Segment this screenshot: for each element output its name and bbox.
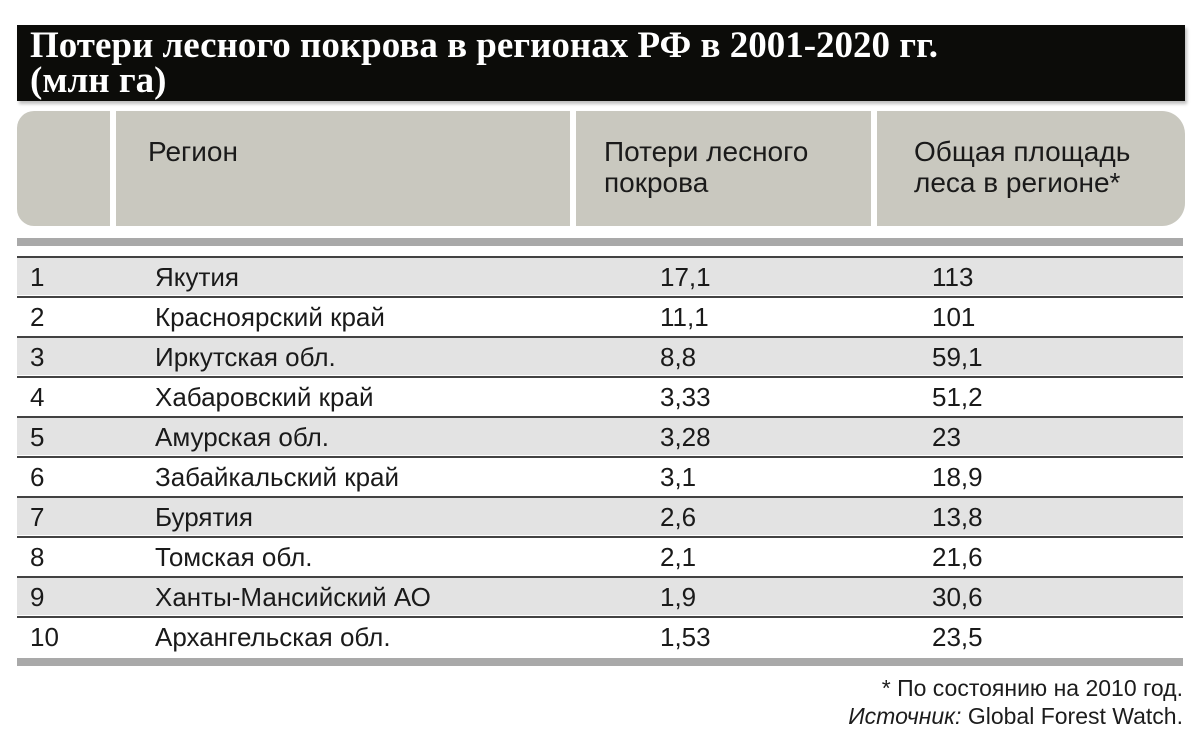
- source-line: [848, 702, 1183, 730]
- area-cell: 51,2: [932, 381, 983, 412]
- table-row: [17, 336, 1183, 376]
- loss-cell: 3,33: [660, 381, 711, 412]
- loss-cell: 1,9: [660, 581, 697, 612]
- header-cell-rank: [17, 111, 110, 226]
- separator-bar-bottom: [17, 658, 1183, 666]
- table-row: [17, 296, 1183, 336]
- region-cell: Архангельская обл.: [155, 621, 391, 652]
- rank-cell: 4: [30, 381, 45, 412]
- table-header-row: [17, 111, 1185, 226]
- rank-cell: 3: [30, 341, 45, 372]
- area-cell: 23: [932, 421, 961, 452]
- area-cell: 23,5: [932, 621, 983, 652]
- region-cell: Ханты-Мансийский АО: [155, 581, 431, 612]
- region-cell: Томская обл.: [155, 541, 313, 572]
- table-row: [17, 576, 1183, 616]
- rank-cell: 1: [30, 261, 45, 292]
- title-banner: [17, 25, 1185, 101]
- page-title-line2: (млн га): [30, 60, 167, 101]
- area-cell: 59,1: [932, 341, 983, 372]
- area-cell: 113: [932, 261, 974, 292]
- loss-cell: 3,1: [660, 461, 697, 492]
- area-cell: 18,9: [932, 461, 983, 492]
- region-cell: Иркутская обл.: [155, 341, 336, 372]
- table-body: [17, 256, 1183, 656]
- separator-bar-top: [17, 238, 1183, 246]
- table-row: [17, 256, 1183, 296]
- rank-cell: 10: [30, 621, 59, 652]
- region-cell: Амурская обл.: [155, 421, 329, 452]
- table-row: [17, 616, 1183, 656]
- table-row: [17, 376, 1183, 416]
- source-value: Global Forest Watch.: [961, 703, 1183, 729]
- table-row: [17, 536, 1183, 576]
- area-cell: 21,6: [932, 541, 983, 572]
- rank-cell: 8: [30, 541, 45, 572]
- rank-cell: 9: [30, 581, 45, 612]
- header-cell-area: Общая площадь леса в регионе*: [877, 111, 1185, 226]
- table-row: [17, 496, 1183, 536]
- table-row: [17, 456, 1183, 496]
- header-cell-loss: Потери лесного покрова: [576, 111, 871, 226]
- region-cell: Якутия: [155, 261, 239, 292]
- rank-cell: 6: [30, 461, 45, 492]
- table-row: [17, 416, 1183, 456]
- loss-cell: 2,6: [660, 501, 697, 532]
- area-cell: 13,8: [932, 501, 983, 532]
- page-title-line1: Потери лесного покрова в регионах РФ в 2001-2020 гг.: [30, 25, 938, 66]
- region-cell: Забайкальский край: [155, 461, 400, 492]
- header-cell-region: Регион: [116, 111, 570, 226]
- loss-cell: 11,1: [660, 301, 709, 332]
- loss-cell: 1,53: [660, 621, 711, 652]
- region-cell: Бурятия: [155, 501, 253, 532]
- rank-cell: 5: [30, 421, 45, 452]
- loss-cell: 3,28: [660, 421, 711, 452]
- rank-cell: 7: [30, 501, 45, 532]
- asterisk-note: * По состоянию на 2010 год.: [881, 675, 1183, 701]
- region-cell: Хабаровский край: [155, 381, 374, 412]
- rank-cell: 2: [30, 301, 45, 332]
- loss-cell: 2,1: [660, 541, 697, 572]
- footnotes: [848, 674, 1183, 730]
- loss-cell: 8,8: [660, 341, 697, 372]
- loss-cell: 17,1: [660, 261, 711, 292]
- area-cell: 30,6: [932, 581, 983, 612]
- area-cell: 101: [932, 301, 976, 332]
- source-label: Источник:: [848, 703, 962, 729]
- region-cell: Красноярский край: [155, 301, 385, 332]
